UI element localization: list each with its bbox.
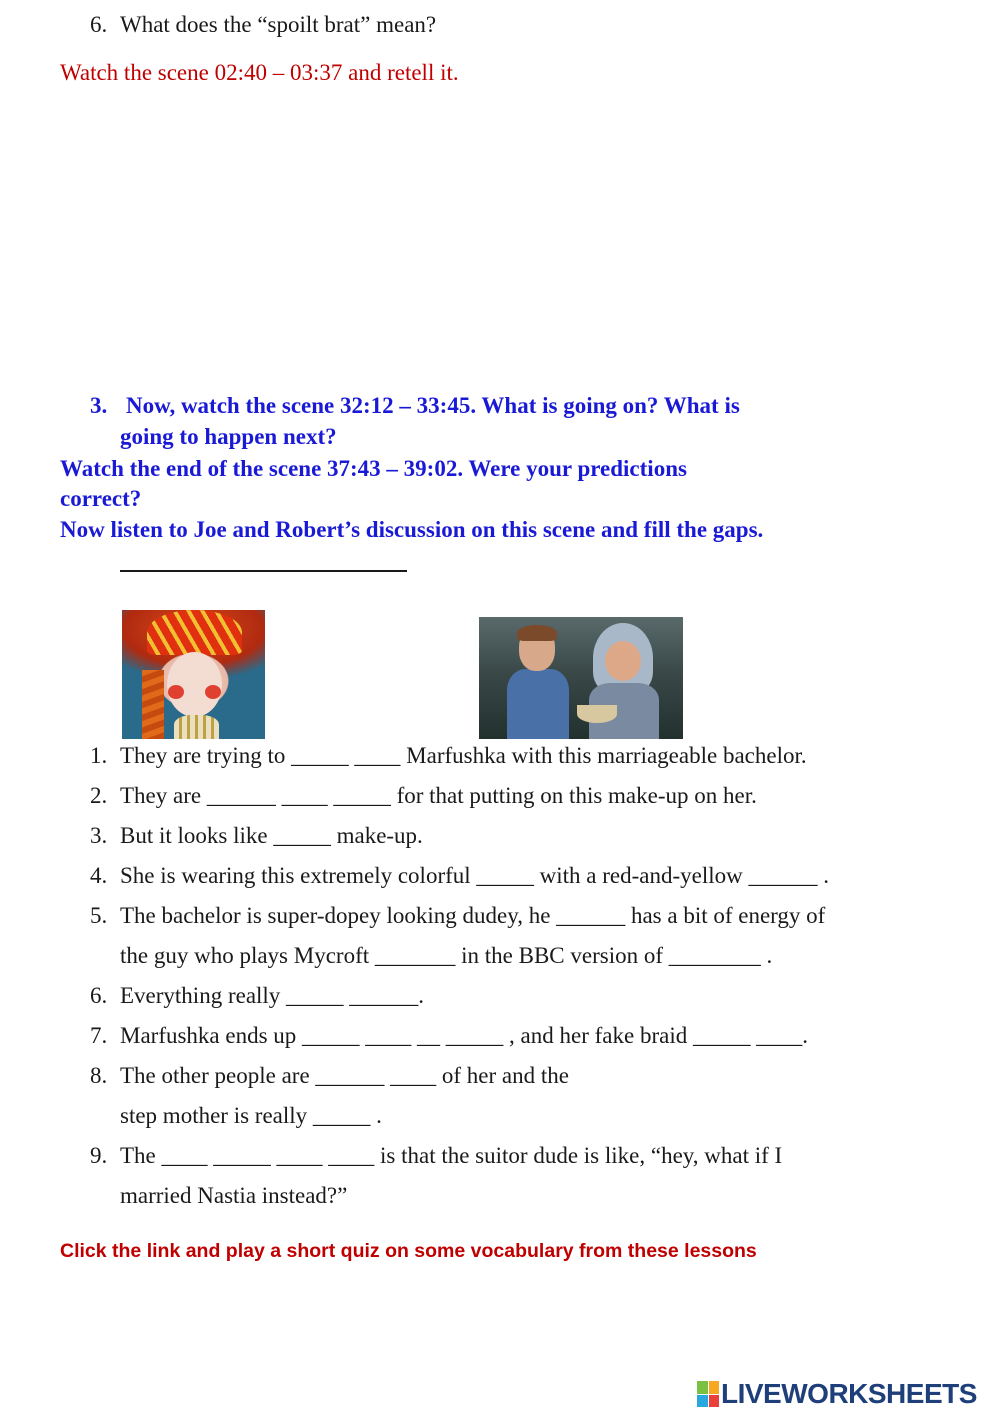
watch-scene-instruction: Watch the scene 02:40 – 03:37 and retell it. [60,60,459,85]
task-3-line-2: going to happen next? [120,424,337,449]
item-number: 5. [90,903,108,928]
answer-blank-line[interactable] [120,570,407,572]
gap-item-8-continued[interactable]: step mother is really _____ . [120,1103,382,1128]
item-number: 1. [90,743,108,768]
gap-item-5[interactable] [90,896,970,936]
marfushka-image [122,610,265,739]
liveworksheets-logo-icon [697,1381,719,1407]
gap-fill-list [90,736,970,1216]
task-3-line-4: correct? [60,486,142,511]
item-text: They are ______ ____ _____ for that putting on this make-up on her. [120,783,757,808]
gap-item-3[interactable] [90,816,970,856]
gap-item-6[interactable] [90,976,970,1016]
task-3-number: 3. [90,393,108,418]
question-6 [90,12,436,38]
item-text: The bachelor is super-dopey looking dudey, he ______ has a bit of energy of [120,903,826,928]
gap-item-4[interactable] [90,856,970,896]
task-3-text: Now, watch the scene 32:12 – 33:45. What is going on? What is [126,393,740,418]
item-number: 3. [90,823,108,848]
item-text: Marfushka ends up _____ ____ __ _____ , and her fake braid _____ ____. [120,1023,808,1048]
brand-name: LIVEWORKSHEETS [721,1378,977,1409]
question-6-number: 6. [90,12,108,37]
item-number: 7. [90,1023,108,1048]
item-number: 2. [90,783,108,808]
quiz-link[interactable]: Click the link and play a short quiz on some vocabulary from these lessons [60,1240,757,1262]
bachelor-and-mother-image [479,617,683,739]
item-number: 9. [90,1143,108,1168]
item-text: The other people are ______ ____ of her and the [120,1063,569,1088]
gap-item-1[interactable] [90,736,970,776]
item-text: They are trying to _____ ____ Marfushka with this marriageable bachelor. [120,743,807,768]
item-text: Everything really _____ ______. [120,983,425,1008]
item-text: But it looks like _____ make-up. [120,823,423,848]
gap-item-5-continued[interactable]: the guy who plays Mycroft _______ in the BBC version of ________ . [120,943,773,968]
gap-item-7[interactable] [90,1016,970,1056]
item-text: The ____ _____ ____ ____ is that the suitor dude is like, “hey, what if I [120,1143,783,1168]
item-number: 4. [90,863,108,888]
gap-item-9[interactable] [90,1136,970,1176]
task-3-line-5: Now listen to Joe and Robert’s discussion on this scene and fill the gaps. [60,517,764,542]
gap-item-9-continued[interactable]: married Nastia instead?” [120,1183,348,1208]
item-text: She is wearing this extremely colorful _____ with a red-and-yellow ______ . [120,863,830,888]
task-3-line-3: Watch the end of the scene 37:43 – 39:02. Were your predictions [60,456,687,481]
task-3-line-1 [90,393,740,419]
liveworksheets-logo[interactable] [697,1378,977,1410]
gap-item-8[interactable] [90,1056,970,1096]
question-6-text: What does the “spoilt brat” mean? [120,12,437,37]
gap-item-2[interactable] [90,776,970,816]
item-number: 8. [90,1063,108,1088]
item-number: 6. [90,983,108,1008]
